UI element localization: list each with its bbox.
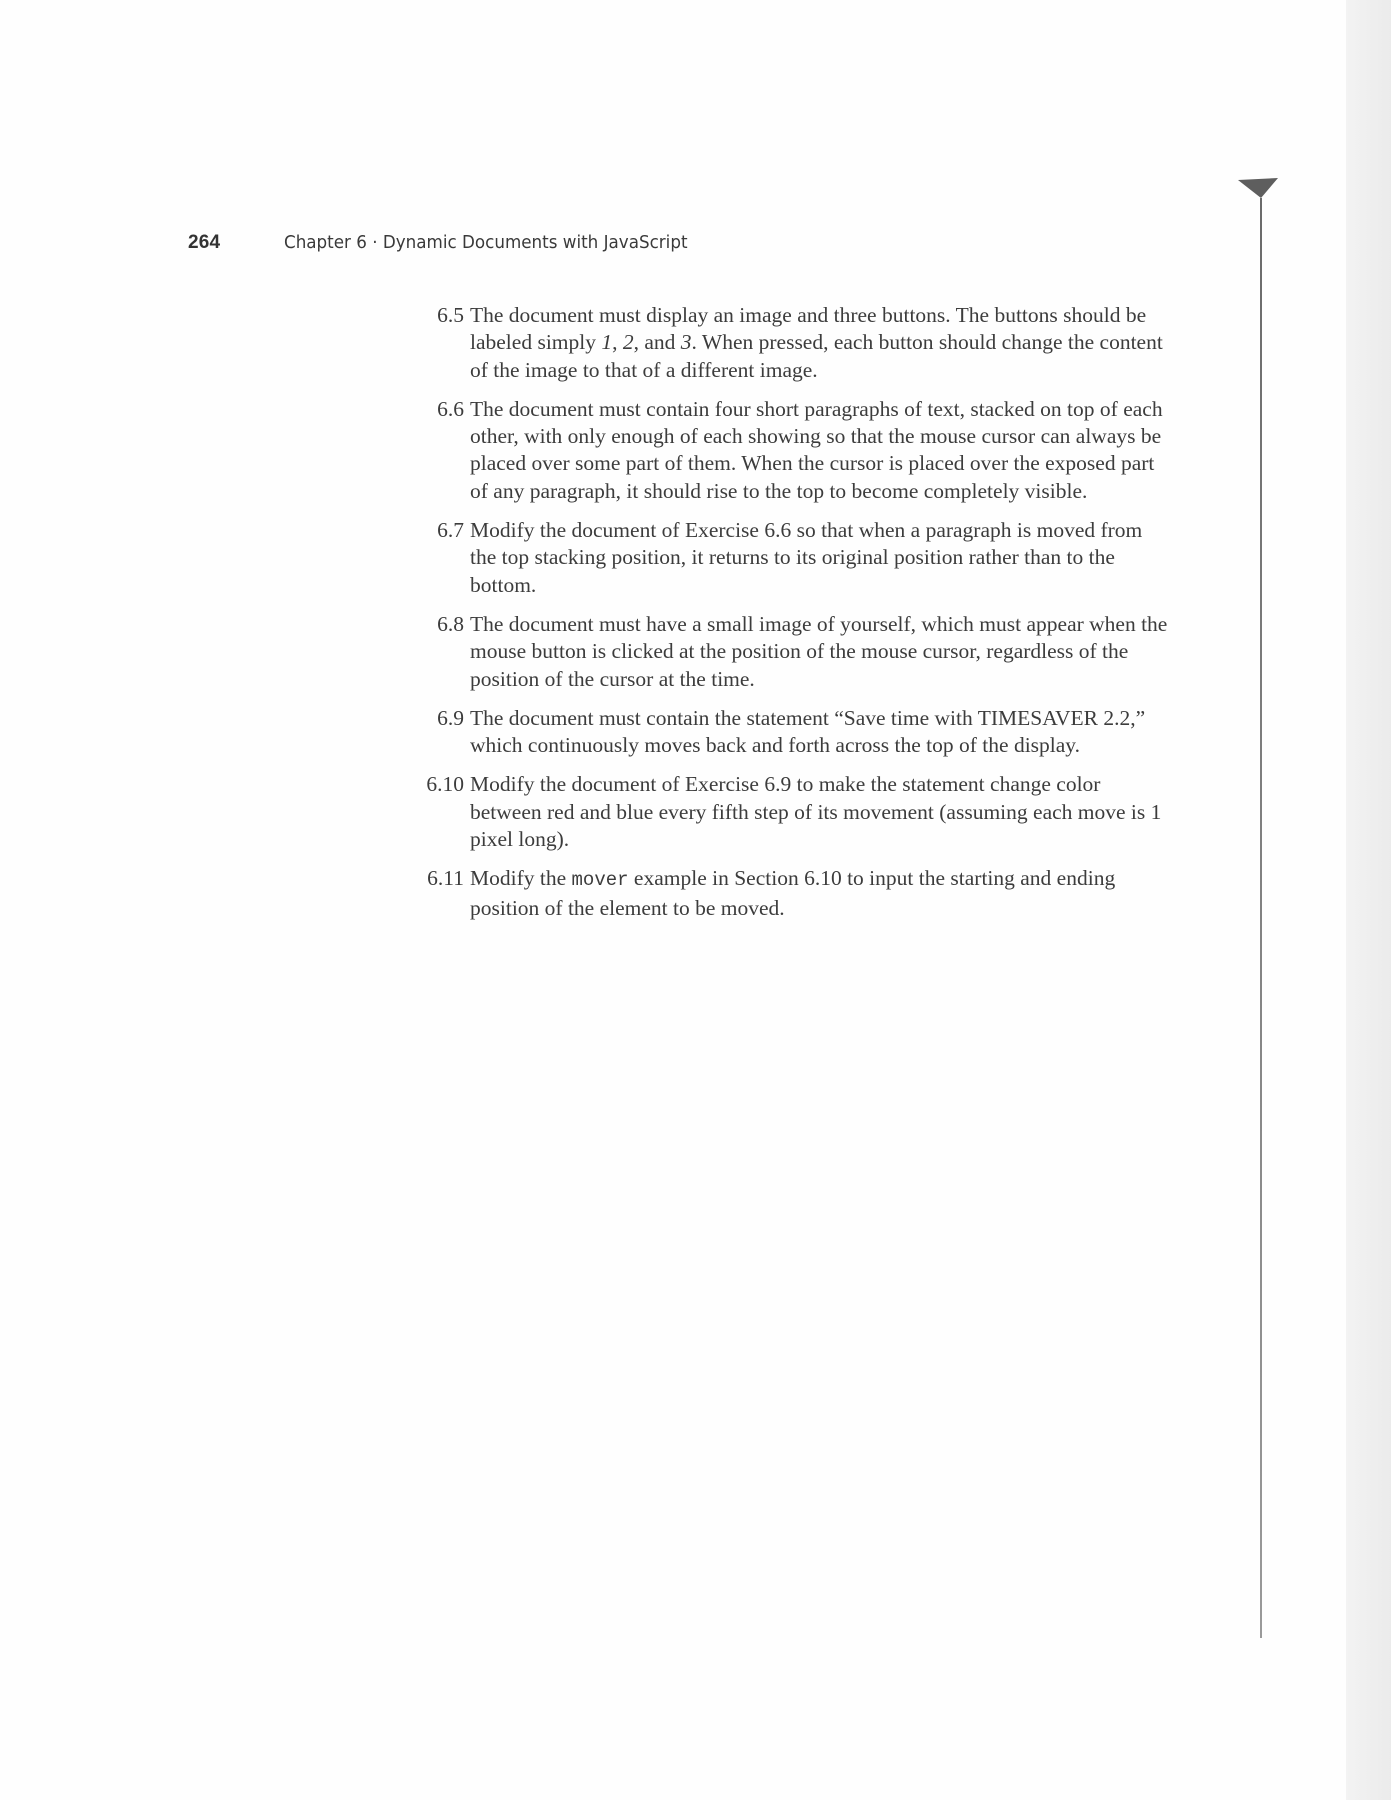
exercise-number: 6.7 bbox=[437, 518, 464, 543]
exercise-number: 6.8 bbox=[437, 611, 464, 636]
exercise-item bbox=[400, 771, 1170, 853]
text-segment: example in Section 6.10 to input the starting and ending position of the element to be moved. bbox=[470, 866, 1116, 920]
exercise-number: 6.5 bbox=[437, 303, 464, 327]
exercise-text bbox=[470, 303, 1163, 382]
exercise-number: 6.10 bbox=[426, 772, 464, 797]
text-segment: , bbox=[612, 330, 623, 355]
running-head: Chapter 6 · Dynamic Documents with JavaScript bbox=[284, 232, 688, 253]
exercise-text bbox=[470, 706, 1145, 757]
italic-text: 1 bbox=[601, 330, 613, 355]
exercise-item bbox=[400, 517, 1170, 599]
exercise-text bbox=[470, 397, 1163, 503]
italic-text: 2 bbox=[622, 330, 634, 355]
code-text: mover bbox=[571, 869, 629, 892]
text-segment: . When pressed, each button should change the content of the image to that of a different image. bbox=[470, 330, 1163, 382]
text-segment: The document must contain the statement “Save time with TIMESAVER 2.2,” which continuously moves back and forth across the top of the display. bbox=[470, 705, 1146, 758]
exercise-list bbox=[400, 302, 1170, 934]
exercise-text bbox=[470, 772, 1161, 851]
page-edge-line bbox=[1260, 198, 1262, 1638]
exercise-item bbox=[400, 865, 1170, 922]
exercise-number: 6.11 bbox=[427, 866, 464, 891]
exercise-number: 6.9 bbox=[437, 705, 464, 730]
text-segment: Modify the document of Exercise 6.9 to make the statement change color between red and blue every fifth step of its movement (assuming each move is 1 pixel long). bbox=[470, 772, 1162, 852]
page-number: 264 bbox=[188, 232, 221, 253]
page-edge-marker-icon bbox=[1238, 178, 1278, 200]
italic-text: 3 bbox=[680, 330, 692, 355]
exercise-text bbox=[470, 612, 1167, 691]
text-segment: Modify the bbox=[470, 866, 572, 891]
exercise-item bbox=[400, 396, 1170, 505]
exercise-item bbox=[400, 302, 1170, 384]
exercise-number: 6.6 bbox=[437, 396, 464, 421]
text-segment: , and bbox=[633, 330, 681, 355]
exercise-text bbox=[470, 866, 1115, 919]
text-segment: The document must display an image and three buttons. The buttons should be labeled simply bbox=[470, 303, 1147, 355]
text-segment: Modify the document of Exercise 6.6 so that when a paragraph is moved from the top stacking position, it returns to its original position rather than to the bottom. bbox=[470, 518, 1143, 597]
text-segment: The document must have a small image of yourself, which must appear when the mouse button is clicked at the position of the mouse cursor, regardless of the position of the cursor at the time. bbox=[470, 611, 1168, 691]
exercise-item bbox=[400, 705, 1170, 760]
text-segment: The document must contain four short paragraphs of text, stacked on top of each other, with only enough of each showing so that the mouse cursor can always be placed over some part of them. When the cursor is placed over the exposed part of any paragraph, it should rise to the top to become completely visible. bbox=[470, 396, 1163, 503]
exercise-item bbox=[400, 611, 1170, 693]
exercise-text bbox=[470, 518, 1142, 597]
scan-edge-shadow bbox=[1346, 0, 1391, 1800]
